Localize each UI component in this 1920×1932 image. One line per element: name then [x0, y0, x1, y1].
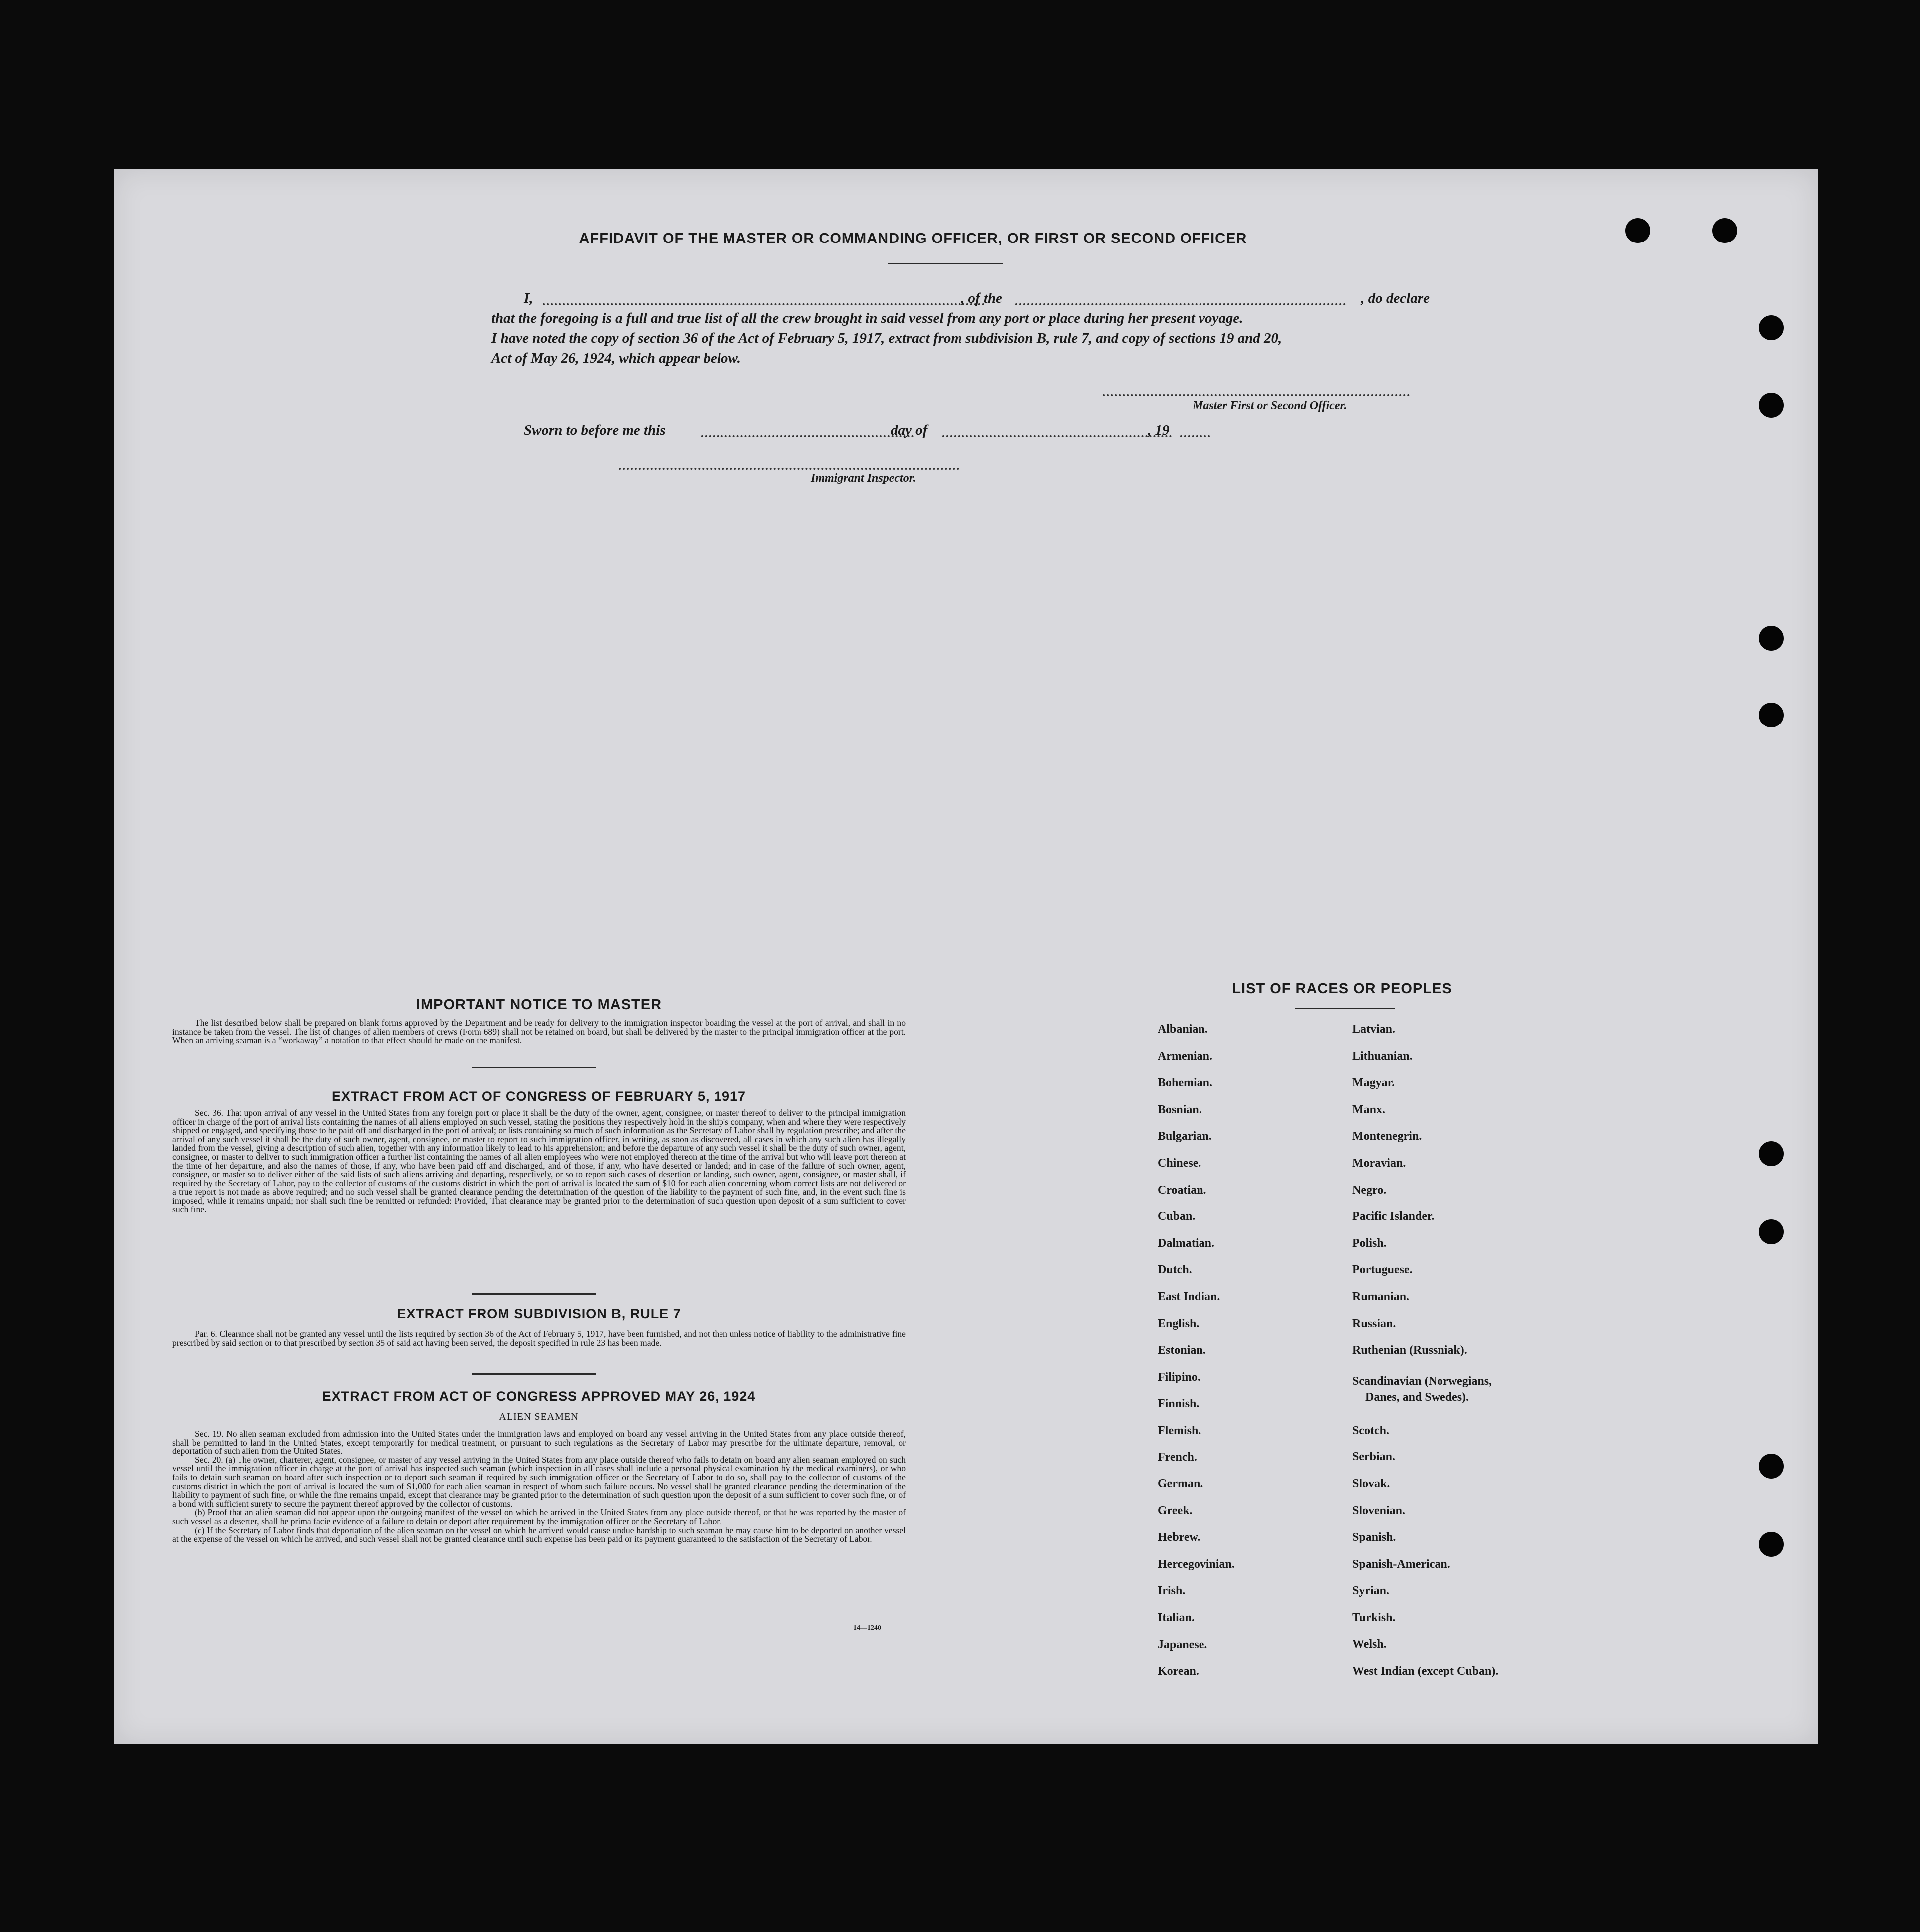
race-item: West Indian (except Cuban). [1352, 1665, 1499, 1678]
punch-hole [1759, 1454, 1784, 1479]
race-item: Danes, and Swedes). [1365, 1390, 1469, 1404]
race-item: Flemish. [1158, 1424, 1201, 1437]
race-item: Spanish-American. [1352, 1557, 1450, 1571]
vessel-field[interactable] [1015, 303, 1346, 305]
race-item: Japanese. [1158, 1638, 1207, 1651]
race-item: Polish. [1352, 1236, 1387, 1250]
race-item: Bohemian. [1158, 1076, 1213, 1090]
race-item: Estonian. [1158, 1344, 1206, 1357]
punch-hole [1759, 393, 1784, 418]
punch-hole [1759, 1219, 1784, 1244]
race-item: East Indian. [1158, 1290, 1220, 1303]
race-item: Russian. [1352, 1317, 1396, 1330]
declaration-line-1 [524, 288, 1430, 308]
race-item: Negro. [1352, 1183, 1387, 1197]
race-item: Dutch. [1158, 1263, 1192, 1277]
race-item: Scandinavian (Norwegians, [1352, 1374, 1492, 1388]
master-signature-label: Master First or Second Officer. [1193, 399, 1347, 412]
affidavit-title: AFFIDAVIT OF THE MASTER OR COMMANDING OFFICER, OR FIRST OR SECOND OFFICER [579, 231, 1247, 246]
race-item: Montenegrin. [1352, 1130, 1422, 1143]
race-item: English. [1158, 1317, 1200, 1330]
declaration-i: I, [524, 290, 533, 306]
races-column-2 [1352, 1023, 1572, 1691]
race-item: Moravian. [1352, 1156, 1406, 1170]
section-20b: (b) Proof that an alien seaman did not appear upon the outgoing manifest of the vessel on which he arrived in the United States from any place outside thereof, or that he was reported by the master of such vessel as a deserter, shall be prima facie evidence of a failure to detain or deport after requirement by the immigration officer or the Secretary of Labor. [172, 1507, 906, 1526]
race-item: Bulgarian. [1158, 1130, 1212, 1143]
race-item: Latvian. [1352, 1023, 1396, 1036]
sworn-year-field[interactable] [1180, 435, 1210, 437]
punch-hole [1625, 218, 1650, 243]
inspector-signature-line[interactable] [619, 468, 959, 470]
master-signature-line[interactable] [1103, 394, 1410, 396]
sworn-year: , 19 [1148, 422, 1170, 438]
punch-hole [1759, 1532, 1784, 1557]
race-item: Welsh. [1352, 1638, 1387, 1651]
divider [472, 1373, 596, 1375]
punch-hole [1759, 315, 1784, 340]
divider [472, 1067, 596, 1068]
race-item: French. [1158, 1450, 1197, 1464]
race-item: Croatian. [1158, 1183, 1206, 1197]
race-item: German. [1158, 1477, 1203, 1491]
sworn-line [524, 420, 1212, 440]
race-item: Lithuanian. [1352, 1049, 1413, 1063]
notice-title: IMPORTANT NOTICE TO MASTER [416, 997, 662, 1013]
sworn-text: Sworn to before me this [524, 422, 666, 438]
divider [1295, 1008, 1395, 1009]
declaration-do-declare: , do declare [1361, 290, 1430, 306]
race-item: Hercegovinian. [1158, 1557, 1235, 1571]
sworn-day-field[interactable] [701, 435, 914, 437]
declaration-line-3: I have noted the copy of section 36 of the Act of February 5, 1917, extract from subdivision B, rule 7, and copy of sections 19 and 20, [491, 330, 1282, 346]
race-item: Scotch. [1352, 1424, 1389, 1437]
race-item: Irish. [1158, 1584, 1186, 1598]
name-field[interactable] [543, 303, 985, 305]
race-item: Serbian. [1352, 1450, 1396, 1464]
sworn-month-field[interactable] [942, 435, 1172, 437]
race-item: Turkish. [1352, 1611, 1396, 1624]
race-item: Chinese. [1158, 1156, 1201, 1170]
race-item: Pacific Islander. [1352, 1210, 1435, 1223]
notice-body: The list described below shall be prepared on blank forms approved by the Department and be ready for delivery to the immigration inspector boarding the vessel at the port of arrival, and shall in no instance be taken from the vessel. The list of changes of alien members of crews (Form 689) shall not be retained on board, but shall be delivered by the master to the principal immigration officer at the port. When an arriving seaman is a “workaway” a notation to that effect should be made on the manifest. [172, 1018, 906, 1046]
extract-1924-body [172, 1430, 906, 1544]
race-item: Korean. [1158, 1665, 1199, 1678]
extract-1917-body: Sec. 36. That upon arrival of any vessel in the United States from any foreign port or place it shall be the duty of the owner, agent, consignee, or master thereof to deliver to the principal immigration officer in charge of the port of arrival lists containing the names of all aliens employed on such vessel, stating the positions they respectively hold in the ship's company, when and where they were respectively shipped or engaged, and specifying those to be paid off and discharged in the port of arrival; or lists containing so much of such information as the Secretary of Labor shall by regulation prescribe; and after the arrival of any such vessel it shall be the duty of such owner, agent, consignee, or master to report to such immigration officer, in writing, as soon as discovered, all cases in which any such alien has illegally landed from the vessel, giving a description of such alien, together with any information likely to lead to his apprehension; and before the departure of any such vessel it shall be the duty of such owner, agent, consignee, or master to deliver to such immigration officer a further list containing the names of all alien employees who were not employed thereon at the time of the arrival but who will leave port thereon at the time of her departure, and also the names of those, if any, who have been paid off and discharged, and of those, if any, who have deserted or landed; and in case of the failure of such owner, agent, consignee, or master so to deliver either of the said lists of such aliens arriving and departing, respectively, or so to report such cases of desertion or landing, such owner, agent, consignee, or master shall, if required by the Secretary of Labor, pay to the collector of customs of the customs district in which the port of arrival is located the sum of $10 for each alien concerning whom correct lists are not delivered or a true report is not made as above required; and no such vessel shall be granted clearance pending the determination of the question of the liability to the payment of such fine, and, in the event such fine is imposed, while it remains unpaid; nor shall such fine be remitted or refunded: Provided, That clearance may be granted prior to the determination of such question upon deposit of a sum sufficient to cover such fine. [172, 1108, 906, 1214]
races-column-1 [1158, 1023, 1347, 1691]
race-item: Rumanian. [1352, 1290, 1410, 1303]
inspector-signature-label: Immigrant Inspector. [811, 472, 916, 484]
section-19: Sec. 19. No alien seaman excluded from admission into the United States under the immigration laws and employed on board any vessel arriving in the United States from any place outside thereof, shall be permitted to land in the United States, except temporarily for medical treatment, or pursuant to such regulations as the Secretary of Labor may prescribe for the ultimate departure, removal, or deportation of such alien from the United States. [172, 1429, 906, 1456]
races-title: LIST OF RACES OR PEOPLES [1232, 981, 1452, 997]
punch-hole [1759, 703, 1784, 727]
punch-hole [1759, 1141, 1784, 1166]
alien-seamen-subtitle: ALIEN SEAMEN [499, 1411, 579, 1422]
race-item: Magyar. [1352, 1076, 1395, 1090]
race-item: Slovak. [1352, 1477, 1390, 1490]
race-item: Cuban. [1158, 1210, 1196, 1223]
race-item: Slovenian. [1352, 1504, 1406, 1517]
sworn-day-of: day of [891, 422, 928, 438]
race-item: Greek. [1158, 1504, 1193, 1517]
declaration-line-4: Act of May 26, 1924, which appear below. [491, 350, 741, 366]
race-item: Portuguese. [1352, 1263, 1413, 1277]
extract-1924-title: EXTRACT FROM ACT OF CONGRESS APPROVED MAY 26, 1924 [322, 1389, 756, 1404]
race-item: Dalmatian. [1158, 1236, 1214, 1250]
divider [888, 263, 1003, 264]
extract-rule7-title: EXTRACT FROM SUBDIVISION B, RULE 7 [397, 1306, 681, 1321]
declaration-line-2: that the foregoing is a full and true list of all the crew brought in said vessel from any port or place during her present voyage. [491, 310, 1243, 326]
race-item: Italian. [1158, 1611, 1195, 1625]
punch-hole [1712, 218, 1737, 243]
punch-hole [1759, 626, 1784, 651]
section-20a: Sec. 20. (a) The owner, charterer, agent, consignee, or master of any vessel arriving in the United States from any place outside thereof who fails to detain on board any alien seaman employed on such vessel until the immigration officer in charge at the port of arrival has inspected such seaman (which inspection in all cases shall include a personal physical examination by the medical examiners), or who fails to detain such seaman on board after such inspection or to deport such seaman if required by such immigration officer or the Secretary of Labor to do so, shall pay to the collector of customs of the customs district in which the port of arrival is located the sum of $1,000 for each alien seaman in respect of whom such failure occurs. No vessel shall be granted clearance pending the determination of the liability to payment of such fine, or while the fine remains unpaid, except that clearance may be granted prior to the determination of such question upon the deposit of a sum sufficient to cover such fine, or of a bond with sufficient surety to secure the payment thereof approved by the collector of customs. [172, 1454, 906, 1509]
race-item: Manx. [1352, 1103, 1385, 1116]
race-item: Bosnian. [1158, 1103, 1202, 1116]
race-item: Spanish. [1352, 1531, 1396, 1544]
race-item: Hebrew. [1158, 1531, 1200, 1544]
race-item: Albanian. [1158, 1023, 1208, 1036]
race-item: Syrian. [1352, 1584, 1390, 1598]
section-20c: (c) If the Secretary of Labor finds that deportation of the alien seaman on the vessel on which he arrived would cause undue hardship to such seaman he may cause him to be deported on another vessel at the expense of the vessel on which he arrived, and such vessel shall not be granted clearance until such expense has been paid or its payment guaranteed to the satisfaction of the Secretary of Labor. [172, 1525, 906, 1544]
race-item: Filipino. [1158, 1370, 1201, 1384]
form-number: 14—1240 [853, 1624, 881, 1632]
race-item: Armenian. [1158, 1049, 1212, 1063]
divider [472, 1293, 596, 1295]
extract-rule7-body: Par. 6. Clearance shall not be granted any vessel until the lists required by section 36 of the Act of February 5, 1917, have been furnished, and not then unless notice of liability to the administrative fine prescribed by said section or to that prescribed by section 35 of said act having been served, the deposit specified in rule 23 has been made. [172, 1329, 906, 1348]
extract-1917-title: EXTRACT FROM ACT OF CONGRESS OF FEBRUARY 5, 1917 [331, 1089, 746, 1104]
race-item: Finnish. [1158, 1397, 1200, 1411]
race-item: Ruthenian (Russniak). [1352, 1344, 1467, 1357]
declaration-of-the: , of the [961, 290, 1002, 306]
